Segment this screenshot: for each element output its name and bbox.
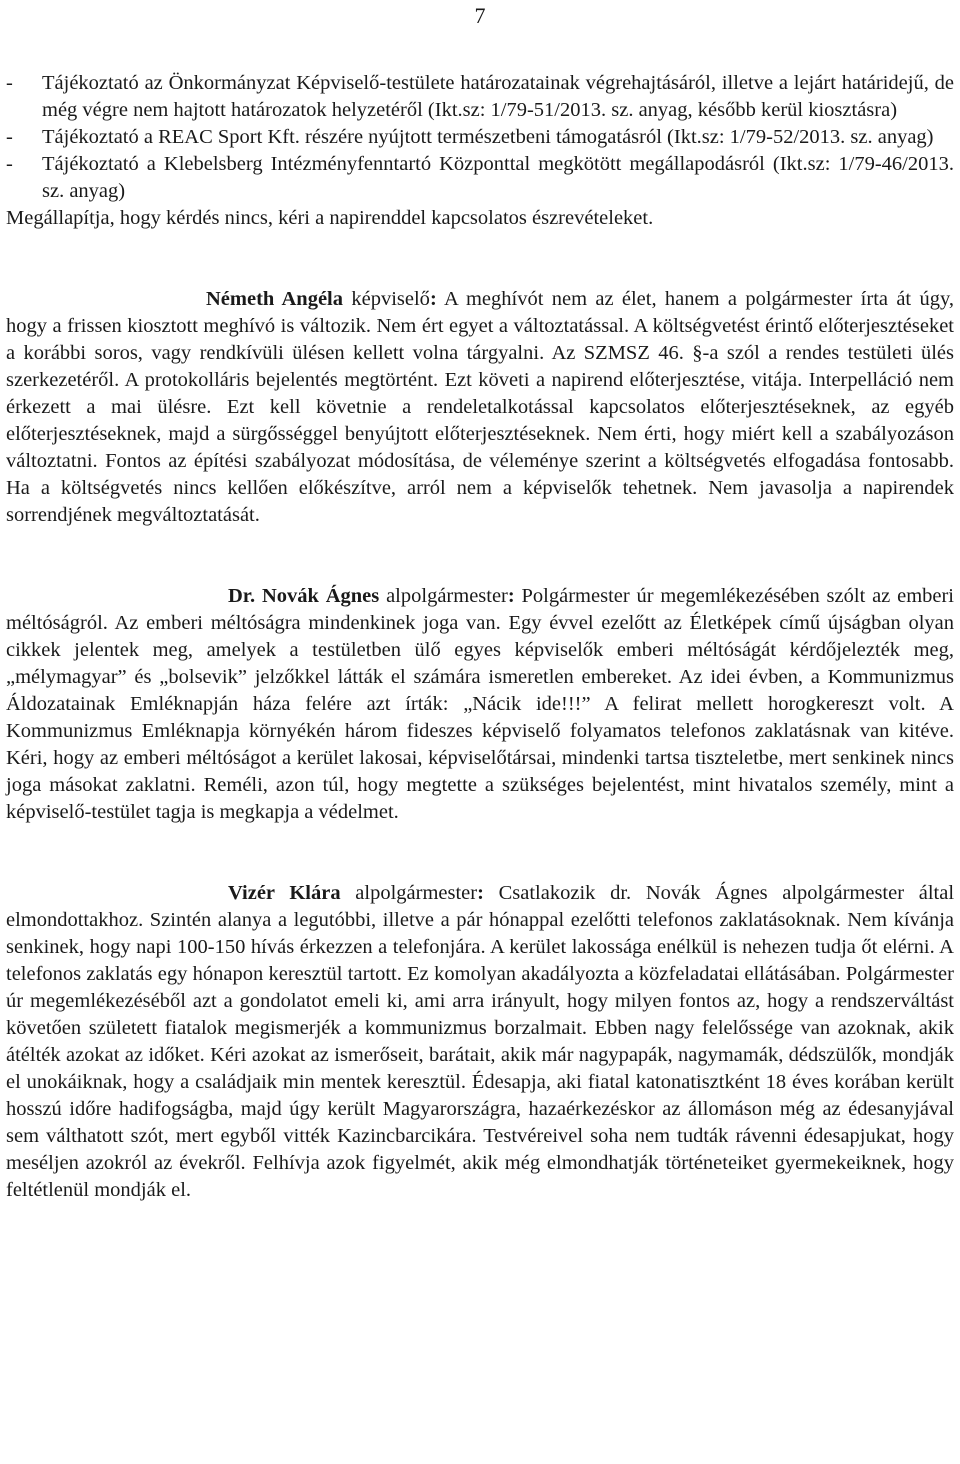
speaker-name: Vizér Klára (228, 882, 341, 904)
speaker-colon: : (507, 585, 515, 607)
speech-text: A meghívót nem az élet, hanem a polgármester írta át úgy, hogy a frissen kiosztott meghívó is változik. Nem ért egyet a változtatással. A költségvetést érintő előterjesztéseket a korábbi soros, vagy rendkívüli ülésen kellett volna tárgyalni. Az SZMSZ 46. §-a szól a rendes testületi ülés szerkezetéről. A protokolláris bejelentés megtörtént. Ezt követi a napirend előterjesztése, vitája. Interpelláció nem érkezett a mai ülésre. Ezt kell követnie a rendeletalkotással kapcsolatos előterjesztéseknek, az egyéb előterjesztéseknek, majd a sürgősséggel benyújtott előterjesztéseknek. Nem érti, hogy miért kell a szabályozáson változtatni. Fontos az építési szabályozat módosítása, de véleménye szerint a költségvetés elfogadása fontosabb. Ha a költségvetés nincs kellően előkészítve, arról nem a képviselők tehetnek. Nem javasolja a napirendek sorrendjének megváltoztatását. (6, 288, 955, 526)
speech-nemeth (6, 286, 954, 529)
agenda-item (6, 151, 954, 205)
conclusion-paragraph: Megállapítja, hogy kérdés nincs, kéri a napirenddel kapcsolatos észrevételeket. (6, 207, 654, 229)
page-number: 7 (474, 3, 486, 28)
speaker-role: alpolgármester (355, 882, 478, 904)
agenda-dash: - (6, 126, 13, 148)
speaker-role: alpolgármester (386, 585, 508, 607)
agenda-dash: - (6, 153, 13, 175)
agenda-item-text: Tájékoztató az Önkormányzat Képviselő-testülete határozatainak végrehajtásáról, illetve a lejárt határidejű, de még végre nem hajtott határozatok helyzetéről (Ikt.sz: 1/79-51/2013. sz. anyag, később kerül kiosztásra) (42, 72, 954, 121)
agenda-item-text: Tájékoztató a Klebelsberg Intézményfenntartó Központtal megkötött megállapodásról (Ikt.sz: 1/79-46/2013. sz. anyag) (42, 153, 954, 202)
agenda-dash: - (6, 72, 13, 94)
agenda-item-text: Tájékoztató a REAC Sport Kft. részére nyújtott természetbeni támogatásról (Ikt.sz: 1/79-52/2013. sz. anyag) (42, 126, 934, 148)
speaker-colon: : (477, 882, 484, 904)
document-body (6, 70, 954, 1204)
speech-text: Polgármester úr megemlékezésében szólt az emberi méltóságról. Az emberi méltóságra mindenkinek joga van. Egy évvel ezelőtt az Életképek című újságban olyan cikkek jelentek meg, amelyek a testületben ülő egyes képviselők emberi méltóságát kérdőjelezték meg, „mélymagyar” és „bolsevik” jelzőkkel látták el számára ismeretlen embereket. Az idei évben, a Kommunizmus Áldozatainak Emléknapján háza felére azt írták: „Nácik ide!!!” A felirat mellett horogkereszt volt. A Kommunizmus Emléknapja környékén három fideszes képviselő folyamatos telefonos zaklatásnak van kitéve. Kéri, hogy az emberi méltóságot a kerület lakosai, képviselőtársai, mindenki tartsa tiszteletbe, mert senkinek nincs joga másokat zaklatni. Reméli, azon túl, hogy megtette a szükséges bejelentést, mint hivatalos személy, mint a képviselő-testület tagja is megkapja a védelmet. (6, 585, 955, 823)
agenda-list (6, 70, 954, 205)
speech-text: Csatlakozik dr. Novák Ágnes alpolgármester által elmondottakhoz. Szintén alanya a legutóbbi, illetve a pár hónappal ezelőtti telefonos zaklatásoknak. Nem kívánja senkinek, hogy napi 100-150 hívás érkezzen a telefonjára. A kerület lakossága enélkül is nehezen tudja őt elérni. A telefonos zaklatás egy hónapon keresztül tartott. Ez komolyan akadályozta a közfeladatai ellátásában. Polgármester úr megemlékezéséből azt a gondolatot emeli ki, ami arra irányult, hogy milyen fontos az, hogy a rendszerváltást követően született fiatalok megismerjék a kommunizmus borzalmait. Ebben nagy felelőssége van azoknak, akik átélték azokat az időket. Kéri azokat az ismerőseit, barátait, akik már nagypapák, nagymamák, dédszülők, mondják el unokáiknak, hogy a családjaik min mentek keresztül. Édesapja, aki fiatal katonatisztként 18 éves korában került hosszú időre hadifogságba, majd úgy került Magyarországra, hazaérkezéskor az állomáson még az édesanyjával sem válthatott szót, mert egyből vitték Kazincbarcikára. Testvéreivel soha nem tudták rávenni édesapjukat, hogy meséljen azokról az évekről. Felhívja azok figyelmét, akik még elmondhatják történeteiket gyermekeiknek, hogy feltétlenül mondják el. (6, 882, 955, 1201)
agenda-item (6, 70, 954, 124)
speech-novak (6, 583, 954, 826)
speaker-colon: : (429, 288, 437, 310)
speaker-role: képviselő (351, 288, 430, 310)
speaker-name: Németh Angéla (206, 288, 344, 310)
speaker-name: Dr. Novák Ágnes (228, 585, 380, 607)
agenda-item (6, 124, 954, 151)
speech-vizer (6, 880, 954, 1204)
